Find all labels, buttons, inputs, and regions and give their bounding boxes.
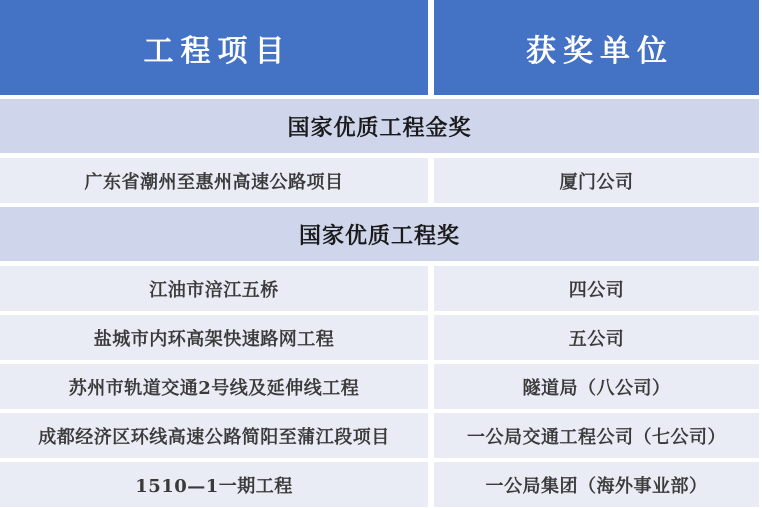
table-row	[0, 315, 759, 360]
section-title: 国家优质工程奖	[298, 222, 460, 249]
unit-text: 五公司	[568, 328, 625, 350]
project-cell	[0, 364, 428, 409]
section-title: 国家优质工程金奖	[287, 114, 472, 141]
header-cell-project	[0, 0, 428, 95]
table-header-row	[0, 0, 759, 95]
section-cell	[0, 207, 759, 261]
section-row-gold-award	[0, 99, 759, 153]
header-cell-unit	[434, 0, 759, 95]
unit-text: 一公局集团（海外事业部）	[485, 475, 708, 497]
unit-cell	[434, 266, 759, 311]
unit-cell	[434, 364, 759, 409]
header-label-unit: 获奖单位	[526, 33, 674, 69]
unit-cell	[434, 462, 759, 507]
project-text: 苏州市轨道交通2号线及延伸线工程	[68, 377, 360, 399]
table-row	[0, 462, 759, 507]
project-text: 江油市涪江五桥	[149, 279, 279, 301]
table-row	[0, 266, 759, 311]
unit-text: 四公司	[568, 279, 625, 301]
unit-cell	[434, 158, 759, 203]
table-row	[0, 413, 759, 458]
project-text: 广东省潮州至惠州高速公路项目	[84, 171, 344, 193]
project-cell	[0, 315, 428, 360]
project-cell	[0, 462, 428, 507]
section-row-quality-award	[0, 207, 759, 261]
section-cell	[0, 99, 759, 153]
table-row	[0, 364, 759, 409]
project-cell	[0, 413, 428, 458]
project-text: 1510—1一期工程	[135, 475, 293, 497]
unit-text: 一公局交通工程公司（七公司）	[467, 426, 726, 448]
project-cell	[0, 266, 428, 311]
unit-cell	[434, 315, 759, 360]
table-row	[0, 158, 759, 203]
project-text: 成都经济区环线高速公路简阳至蒲江段项目	[38, 426, 390, 448]
unit-text: 厦门公司	[559, 171, 634, 193]
project-text: 盐城市内环高架快速路网工程	[93, 328, 335, 350]
project-cell	[0, 158, 428, 203]
header-label-project: 工程项目	[143, 33, 292, 69]
unit-cell	[434, 413, 759, 458]
unit-text: 隧道局（八公司）	[522, 377, 671, 399]
